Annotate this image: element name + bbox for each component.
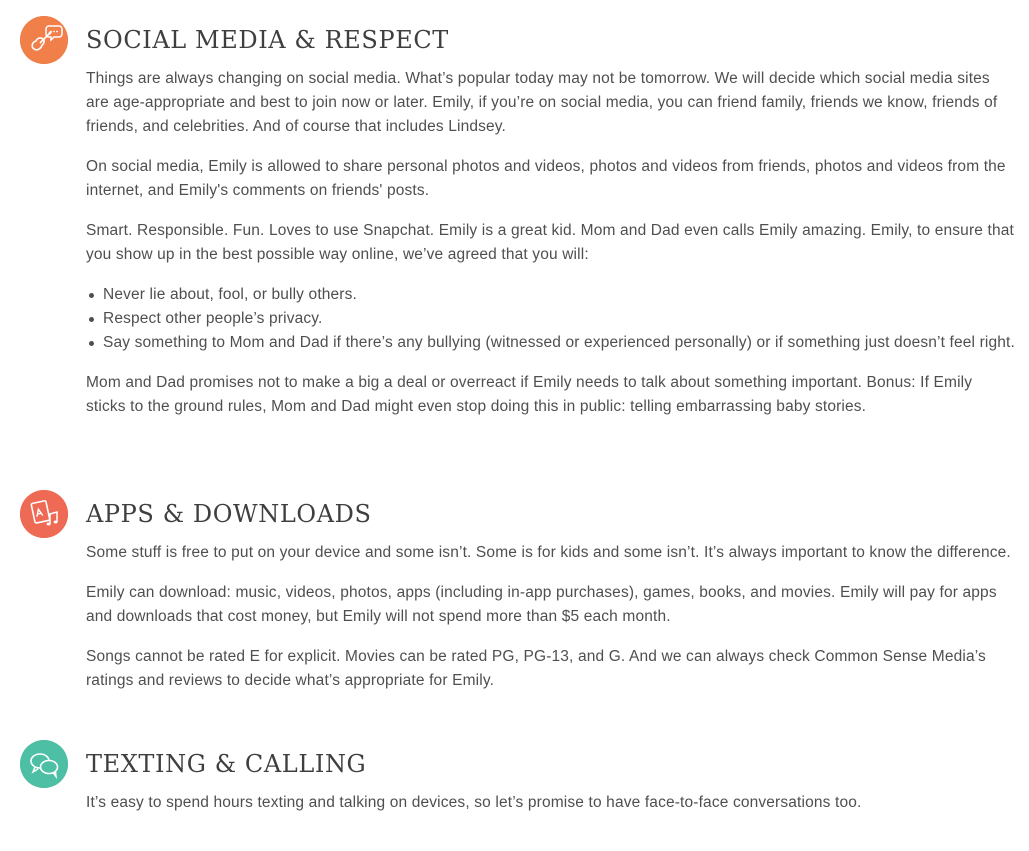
list-item: Say something to Mom and Dad if there’s any bullying (witnessed or experienced personally) or if something just doesn’t feel right. — [103, 331, 1016, 355]
paragraph: Mom and Dad promises not to make a big a deal or overreact if Emily needs to talk about something important. Bonus: If Emily sticks to the ground rules, Mom and Dad might even stop doing this in public: telling embarrassing baby stories. — [86, 374, 973, 415]
section-body — [86, 791, 1016, 831]
paragraph: On social media, Emily is allowed to share personal photos and videos, photos and videos from friends, photos and videos from the internet, and Emily's comments on friends' posts. — [86, 158, 1006, 199]
apps-music-icon — [20, 490, 68, 538]
ground-rules-list — [86, 283, 1016, 355]
paragraph: Some stuff is free to put on your device and some isn’t. Some is for kids and some isn’t. It’s always important to know the difference. — [86, 544, 1011, 561]
paragraph: Songs cannot be rated E for explicit. Movies can be rated PG, PG-13, and G. And we can always check Common Sense Media’s ratings and reviews to decide what’s appropriate for Emily. — [86, 648, 986, 689]
section-heading: TEXTING & CALLING — [86, 750, 367, 778]
paragraph: It’s easy to spend hours texting and talking on devices, so let’s promise to have face-to-face conversations too. — [86, 794, 862, 811]
section-body — [86, 541, 1016, 709]
guitar-speech-bubble-icon — [20, 16, 68, 64]
paragraph: Smart. Responsible. Fun. Loves to use Snapchat. Emily is a great kid. Mom and Dad even calls Emily amazing. Emily, to ensure that you show up in the best possible way online, we’ve agreed that you will: — [86, 222, 1014, 263]
chat-bubbles-icon — [20, 740, 68, 788]
section-heading: SOCIAL MEDIA & RESPECT — [86, 26, 449, 54]
paragraph: Things are always changing on social media. What’s popular today may not be tomorrow. We will decide which social media sites are age-appropriate and best to join now or later. Emily, if you’re on social media, you can friend family, friends we know, friends of friends, and celebrities. And of course that includes Lindsey. — [86, 70, 998, 135]
section-heading: APPS & DOWNLOADS — [86, 500, 372, 528]
list-item: Respect other people’s privacy. — [103, 307, 1016, 331]
list-item: Never lie about, fool, or bully others. — [103, 283, 1016, 307]
section-body — [86, 67, 1016, 435]
paragraph: Emily can download: music, videos, photos, apps (including in-app purchases), games, books, and movies. Emily will pay for apps and downloads that cost money, but Emily will not spend more than $5 each month. — [86, 584, 997, 625]
